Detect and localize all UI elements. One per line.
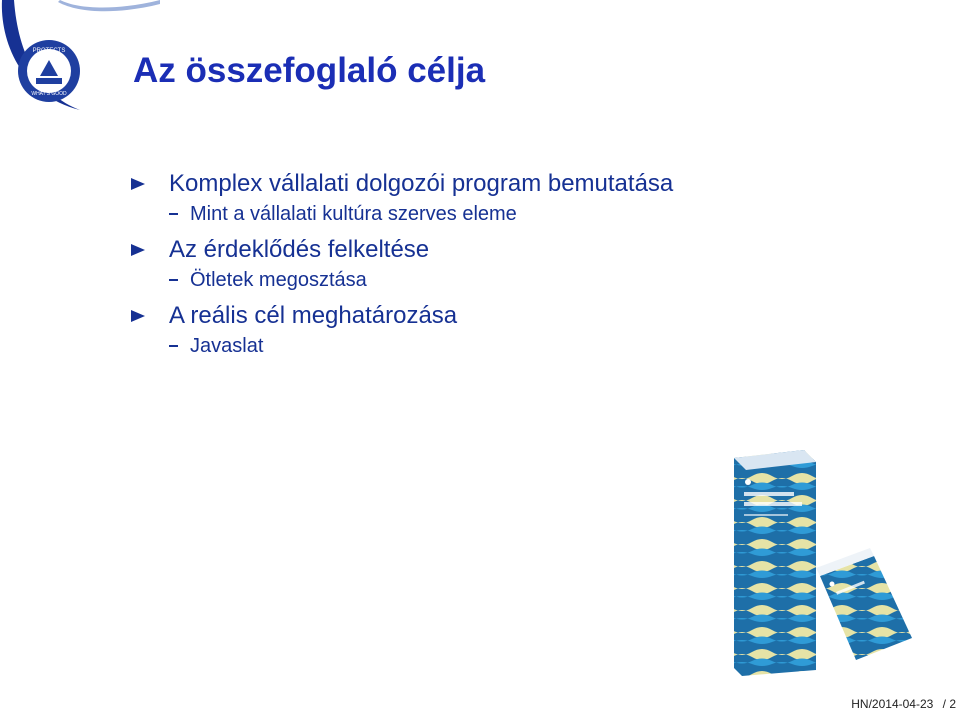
sub-bullet-dash-icon [169, 213, 178, 215]
bullet-item [131, 300, 871, 360]
sub-bullet-dash-icon [169, 345, 178, 347]
bullet-text: Az érdeklődés felkeltése [169, 236, 430, 263]
svg-text:WHAT'S GOOD: WHAT'S GOOD [31, 91, 67, 97]
bullet-arrow-icon [131, 310, 145, 322]
page-number: / 2 [942, 697, 956, 711]
bullet-arrow-icon [131, 178, 145, 190]
slide-title: Az összefoglaló célja [133, 51, 486, 90]
slide-footer [845, 697, 956, 711]
bullet-arrow-icon [131, 244, 145, 256]
footer-date: HN/2014-04-23 [851, 697, 934, 711]
bullet-item [131, 234, 871, 294]
svg-text:PROTECTS: PROTECTS [32, 48, 66, 54]
bullet-item [131, 168, 871, 228]
tetra-pak-logo [16, 38, 82, 104]
bullet-text: Komplex vállalati dolgozói program bemutatása [169, 170, 674, 197]
sub-bullet-text: Javaslat [190, 335, 264, 357]
sub-bullet-text: Mint a vállalati kultúra szerves eleme [190, 203, 517, 225]
product-cartons-image [712, 448, 924, 684]
sub-bullet-text: Ötletek megosztása [190, 269, 367, 291]
sub-bullet-dash-icon [169, 279, 178, 281]
bullet-text: A reális cél meghatározása [169, 302, 458, 329]
bullet-list [131, 168, 871, 366]
